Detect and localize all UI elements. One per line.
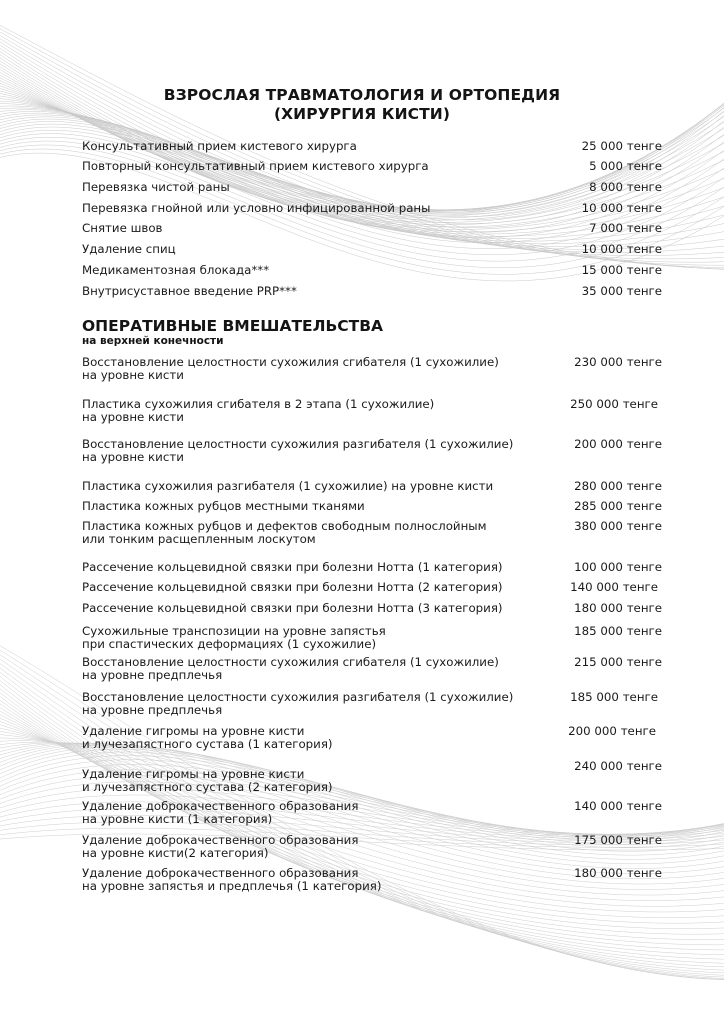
operation-name: Удаление доброкачественного образования на уровне кисти(2 категория) [82,833,359,860]
operation-name: Пластика сухожилия сгибателя в 2 этапа (1 сухожилие) на уровне кисти [82,397,435,424]
service-name: Внутрисуставное введение PRP*** [82,284,297,298]
operation-name: Пластика кожных рубцов и дефектов свободным полнослойным или тонким расщепленным лоскутом [82,519,487,546]
service-name: Удаление спиц [82,242,176,256]
page-title-line1: ВЗРОСЛАЯ ТРАВМАТОЛОГИЯ И ОРТОПЕДИЯ [163,86,561,104]
operation-price: 250 000 тенге [570,397,658,411]
operation-name: Пластика сухожилия разгибателя (1 сухожилие) на уровне кисти [82,479,494,493]
operation-name: Пластика кожных рубцов местными тканями [82,499,365,513]
section-title: ОПЕРАТИВНЫЕ ВМЕШАТЕЛЬСТВА [82,317,384,335]
operation-name: Рассечение кольцевидной связки при болезни Нотта (1 категория) [82,560,503,574]
operation-name: Сухожильные транспозиции на уровне запястья при спастических деформациях (1 сухожилие) [82,624,386,651]
operation-price: 230 000 тенге [574,355,662,369]
operation-price: 140 000 тенге [570,580,658,594]
operation-price: 100 000 тенге [574,560,662,574]
service-price: 15 000 тенге [581,263,662,277]
service-name: Медикаментозная блокада*** [82,263,270,277]
service-price: 25 000 тенге [581,139,662,153]
operation-name: Восстановление целостности сухожилия сгибателя (1 сухожилие) на уровне предплечья [82,655,499,682]
service-price: 10 000 тенге [581,242,662,256]
operation-name: Удаление доброкачественного образования на уровне запястья и предплечья (1 категория) [82,866,382,893]
service-price: 10 000 тенге [581,201,662,215]
operation-price: 180 000 тенге [574,866,662,880]
service-name: Консультативный прием кистевого хирурга [82,139,357,153]
operation-price: 140 000 тенге [574,799,662,813]
operation-price: 175 000 тенге [574,833,662,847]
operation-price: 380 000 тенге [574,519,662,533]
operation-price: 215 000 тенге [574,655,662,669]
operation-name: Восстановление целостности сухожилия разгибателя (1 сухожилие) на уровне предплечья [82,690,514,717]
operation-price: 280 000 тенге [574,479,662,493]
service-name: Повторный консультативный прием кистевого хирурга [82,159,429,173]
operation-price: 240 000 тенге [574,759,662,773]
operation-name: Рассечение кольцевидной связки при болезни Нотта (2 категория) [82,580,503,594]
operation-name: Удаление гигромы на уровне кисти и лучезапястного сустава (1 категория) [82,724,333,751]
service-price: 5 000 тенге [589,159,662,173]
operation-price: 180 000 тенге [574,601,662,615]
page-title-line2: (ХИРУРГИЯ КИСТИ) [273,105,451,123]
operation-price: 200 000 тенге [568,724,656,738]
service-price: 7 000 тенге [589,221,662,235]
operation-name: Рассечение кольцевидной связки при болезни Нотта (3 категория) [82,601,503,615]
operation-name: Удаление доброкачественного образования на уровне кисти (1 категория) [82,799,359,826]
service-price: 35 000 тенге [581,284,662,298]
service-name: Перевязка гнойной или условно инфицированной раны [82,201,431,215]
operation-price: 285 000 тенге [574,499,662,513]
operation-price: 185 000 тенге [570,690,658,704]
service-name: Снятие швов [82,221,163,235]
operation-price: 185 000 тенге [574,624,662,638]
service-price: 8 000 тенге [589,180,662,194]
service-name: Перевязка чистой раны [82,180,230,194]
operation-name: Восстановление целостности сухожилия сгибателя (1 сухожилие) на уровне кисти [82,355,499,382]
operation-name: Удаление гигромы на уровне кисти и лучезапястного сустава (2 категория) [82,767,333,794]
section-subtitle: на верхней конечности [82,335,224,347]
operation-name: Восстановление целостности сухожилия разгибателя (1 сухожилие) на уровне кисти [82,437,514,464]
operation-price: 200 000 тенге [574,437,662,451]
